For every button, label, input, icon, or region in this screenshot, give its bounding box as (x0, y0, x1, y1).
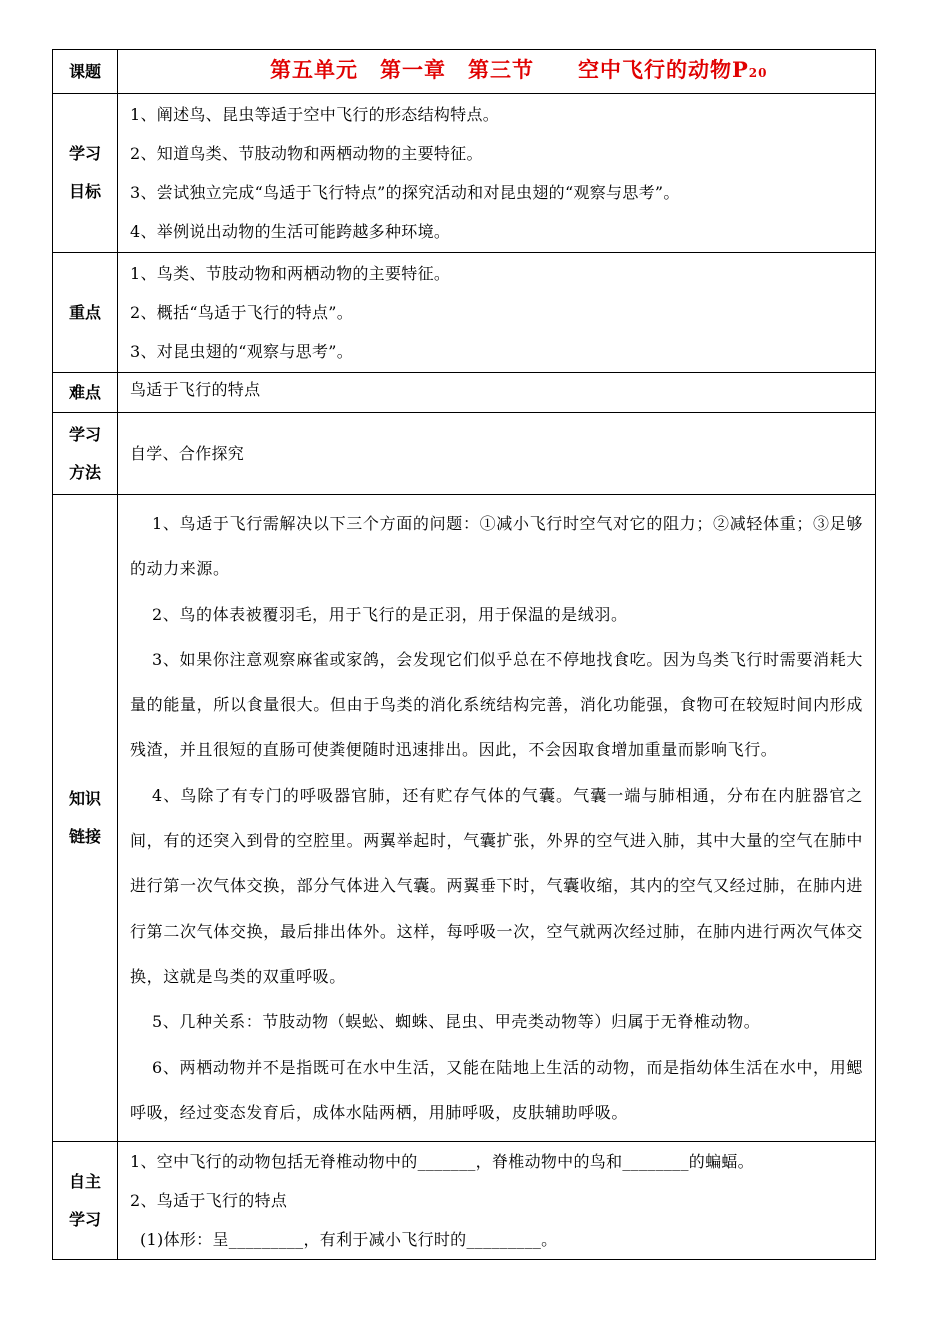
objective-item: 1、阐述鸟、昆虫等适于空中飞行的形态结构特点。 (130, 105, 500, 124)
lesson-title (130, 57, 768, 82)
method-cell (118, 413, 876, 495)
key-points-cell (118, 253, 876, 373)
self-study-line: 1、空中飞行的动物包括无脊椎动物中的_______，脊椎动物中的鸟和________的蝙蝠。 (130, 1152, 754, 1172)
difficulty-label-text: 难点 (68, 382, 101, 402)
lesson-plan-table (52, 49, 876, 1260)
self-study-line: (1)体形：呈_________，有利于减小飞行时的_________。 (140, 1230, 558, 1250)
knowledge-paragraph: 1、鸟适于飞行需解决以下三个方面的问题：①减小飞行时空气对它的阻力；②减轻体重；③足够的动力来源。 (130, 514, 863, 579)
knowledge-paragraph: 6、两栖动物并不是指既可在水中生活，又能在陆地上生活的动物，而是指幼体生活在水中，用鳃呼吸，经过变态发育后，成体水陆两栖，用肺呼吸，皮肤辅助呼吸。 (130, 1057, 863, 1122)
objective-item: 4、举例说出动物的生活可能跨越多种环境。 (130, 222, 451, 241)
key-points-row (53, 253, 876, 373)
method-label-line2: 方法 (68, 462, 101, 482)
objective-item: 3、尝试独立完成“鸟适于飞行特点”的探究活动和对昆虫翅的“观察与思考”。 (130, 183, 680, 202)
self-study-label (53, 1142, 118, 1260)
lesson-title-text: 第五单元 第一章 第三节 空中飞行的动物P (270, 57, 749, 82)
objectives-cell (118, 94, 876, 253)
objectives-label-line2: 目标 (68, 182, 101, 201)
method-label-line1: 学习 (68, 424, 101, 444)
self-study-line: 2、鸟适于飞行的特点 (130, 1191, 288, 1211)
topic-label (53, 50, 118, 94)
method-text: 自学、合作探究 (130, 444, 245, 463)
knowledge-label-line1: 知识 (68, 789, 101, 809)
key-point-item: 3、对昆虫翅的“观察与思考”。 (130, 342, 354, 361)
method-row (53, 413, 876, 495)
self-study-cell (118, 1142, 876, 1260)
topic-cell (118, 50, 876, 94)
knowledge-paragraph: 2、鸟的体表被覆羽毛，用于飞行的是正羽，用于保温的是绒羽。 (152, 604, 628, 624)
key-points-label-text: 重点 (68, 302, 101, 322)
method-label (53, 413, 118, 495)
difficulty-text: 鸟适于飞行的特点 (130, 379, 261, 399)
key-points-label (53, 253, 118, 373)
title-row (53, 50, 876, 94)
self-study-label-line2: 学习 (68, 1209, 101, 1229)
difficulty-label (53, 373, 118, 413)
knowledge-paragraph: 3、如果你注意观察麻雀或家鸽，会发现它们似乎总在不停地找食吃。因为鸟类飞行时需要消耗大量的能量，所以食量很大。但由于鸟类的消化系统结构完善，消化功能强，食物可在较短时间内形成残渣，并且很短的直肠可使粪便随时迅速排出。因此，不会因取食增加重量而影响飞行。 (130, 649, 863, 760)
difficulty-row (53, 373, 876, 413)
topic-label-text: 课题 (68, 61, 101, 81)
objective-item: 2、知道鸟类、节肢动物和两栖动物的主要特征。 (130, 144, 483, 163)
knowledge-cell (118, 495, 876, 1142)
knowledge-paragraph: 5、几种关系：节肢动物（蜈蚣、蜘蛛、昆虫、甲壳类动物等）归属于无脊椎动物。 (152, 1012, 761, 1032)
objectives-row (53, 94, 876, 253)
knowledge-paragraph: 4、鸟除了有专门的呼吸器官肺，还有贮存气体的气囊。气囊一端与肺相通，分布在内脏器官之间，有的还突入到骨的空腔里。两翼举起时，气囊扩张，外界的空气进入肺，其中大量的空气在肺中进行第一次气体交换，部分气体进入气囊。两翼垂下时，气囊收缩，其内的空气又经过肺，在肺内进行第二次气体交换，最后排出体外。这样，每呼吸一次，空气就两次经过肺，在肺内进行两次气体交换，这就是鸟类的双重呼吸。 (130, 785, 863, 986)
objectives-label-line1: 学习 (68, 144, 101, 163)
knowledge-label-line2: 链接 (68, 827, 101, 847)
knowledge-row (53, 495, 876, 1142)
difficulty-cell (118, 373, 876, 413)
self-study-label-line1: 自主 (68, 1171, 101, 1191)
self-study-row (53, 1142, 876, 1260)
key-point-item: 2、概括“鸟适于飞行的特点”。 (130, 303, 354, 322)
key-point-item: 1、鸟类、节肢动物和两栖动物的主要特征。 (130, 264, 451, 283)
lesson-title-subscript: 20 (748, 66, 768, 80)
objectives-label (53, 94, 118, 253)
knowledge-label (53, 495, 118, 1142)
